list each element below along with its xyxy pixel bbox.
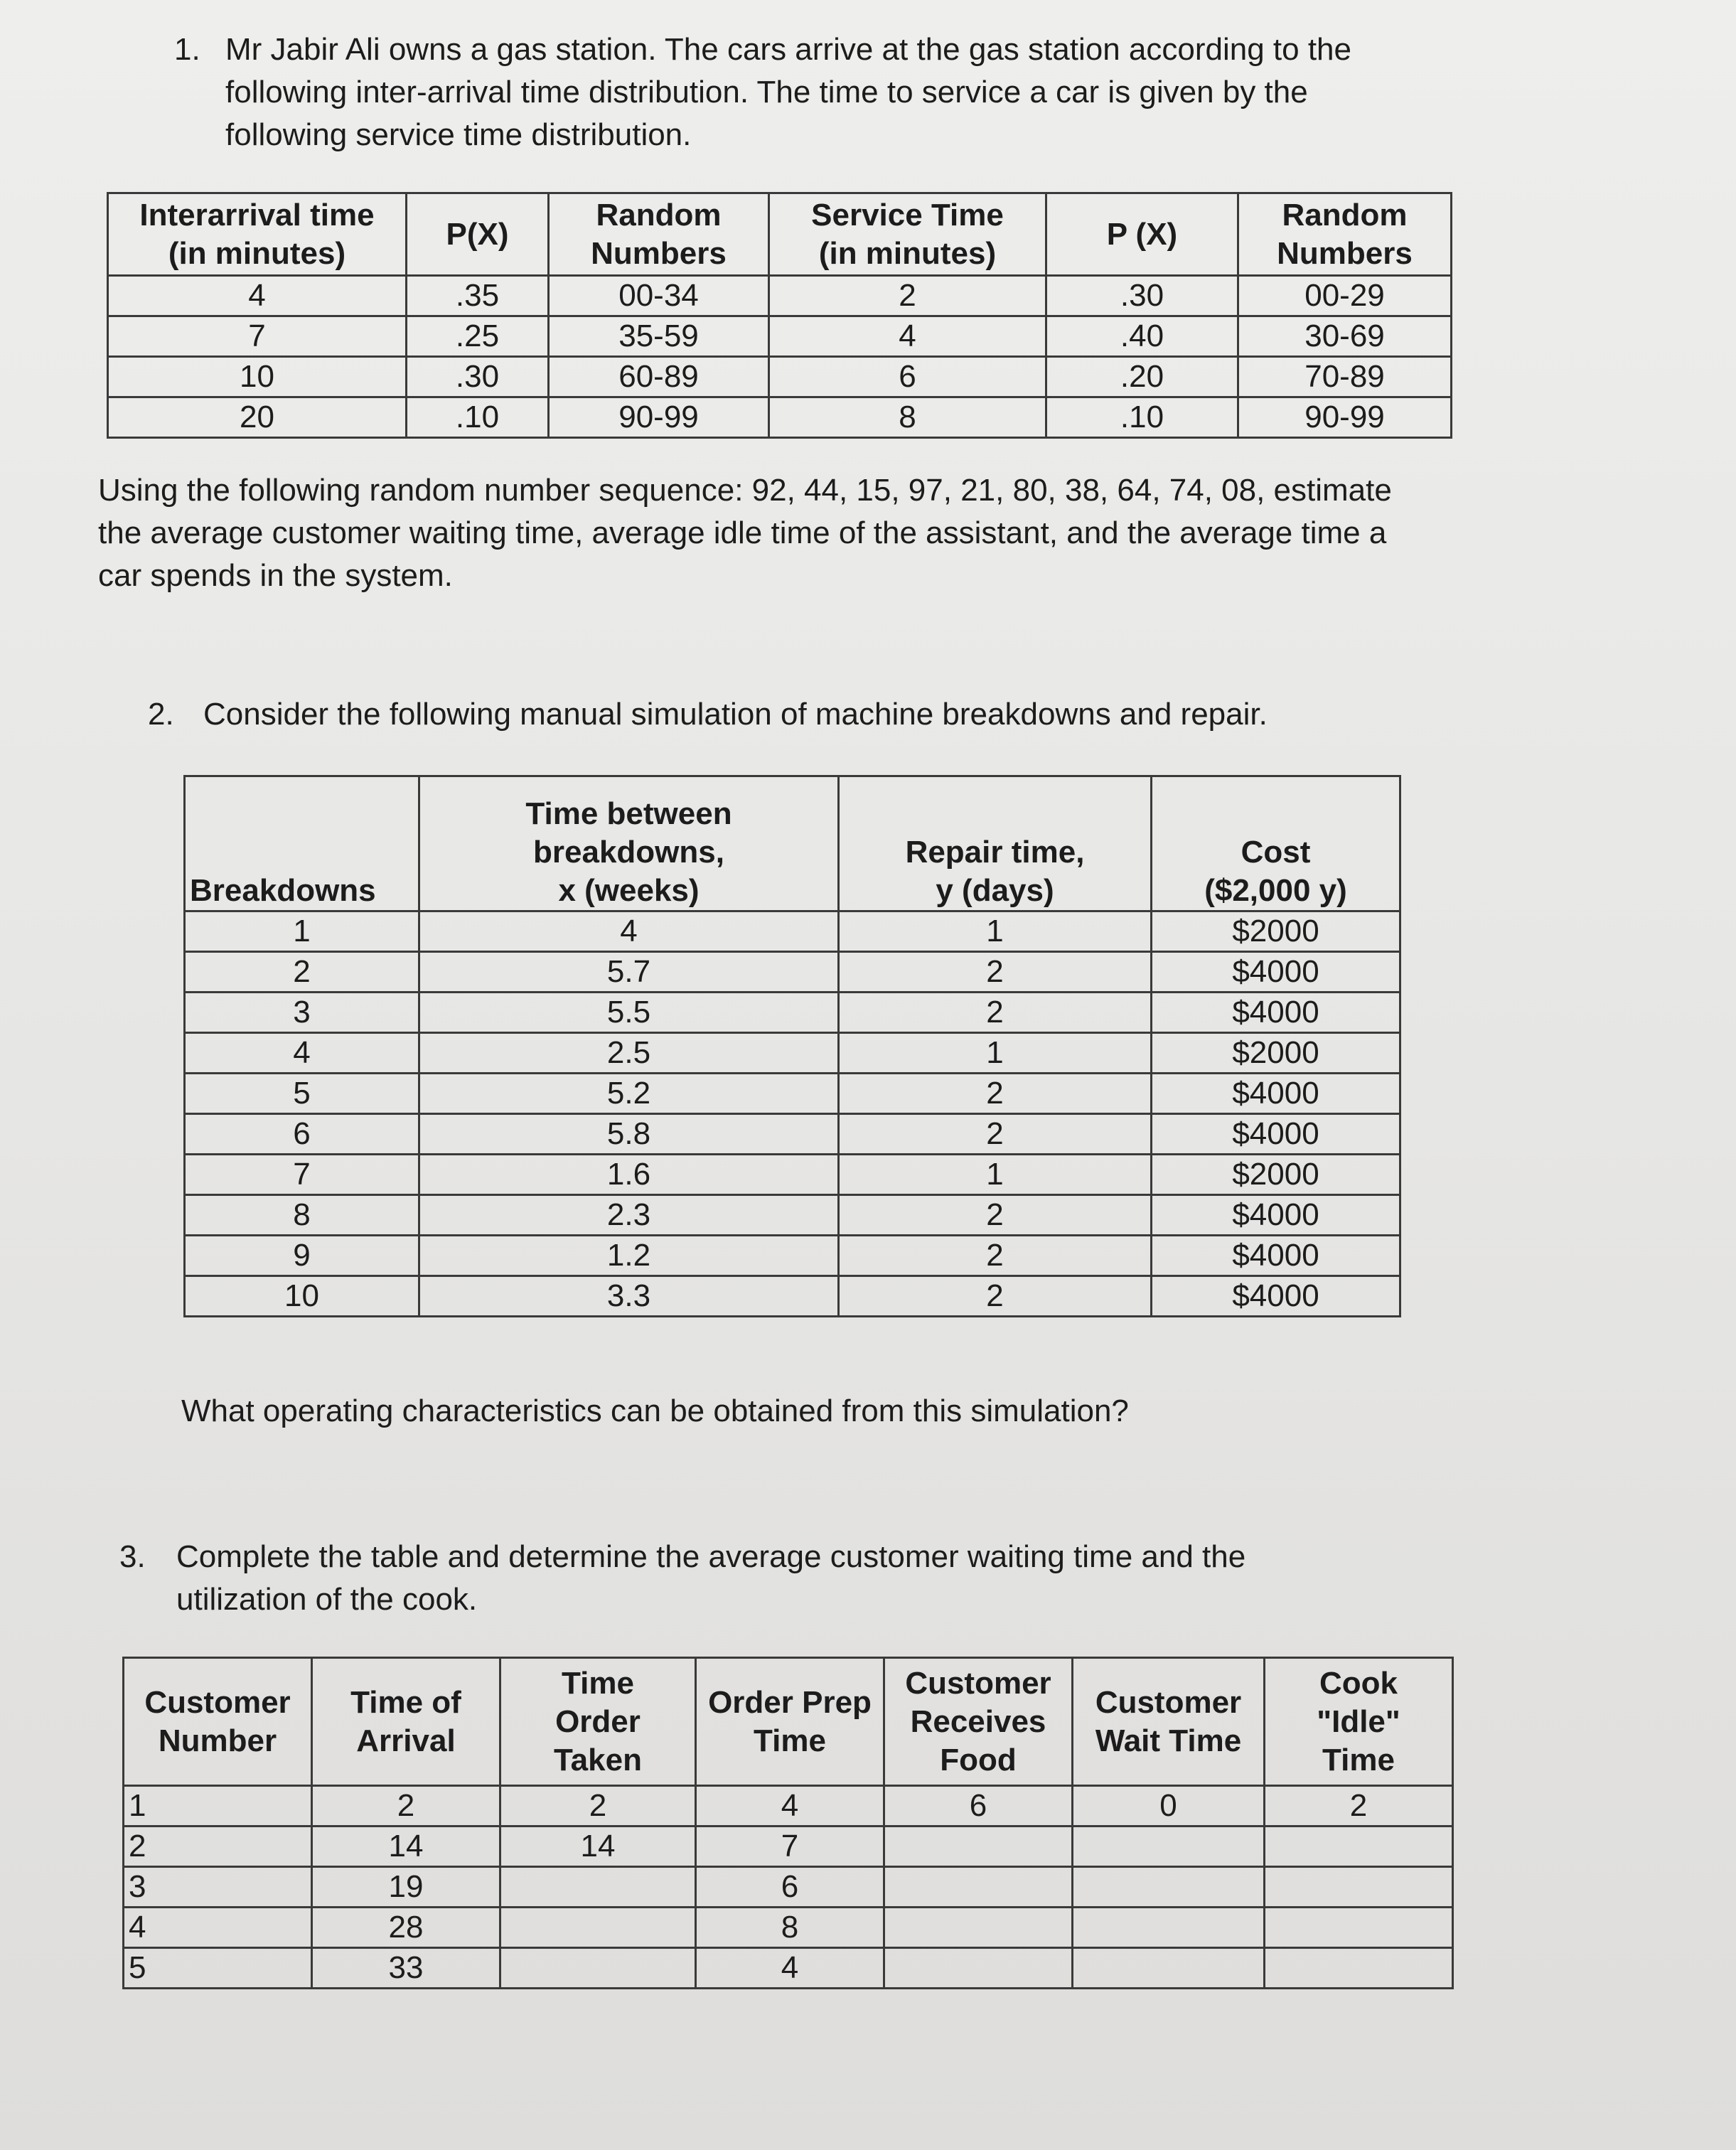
table-cell: 4 (124, 1908, 312, 1948)
table-cell: 1 (124, 1786, 312, 1827)
table-cell: $4000 (1152, 993, 1400, 1033)
table-cell: 2 (500, 1786, 696, 1827)
table-cell (1073, 1908, 1265, 1948)
header-random-numbers-service: Random Numbers (1238, 193, 1452, 276)
table-cell: $4000 (1152, 1114, 1400, 1155)
table-cell: 70-89 (1238, 357, 1452, 397)
table-cell (884, 1827, 1073, 1867)
table-cell: 14 (500, 1827, 696, 1867)
table-cell: 90-99 (549, 397, 769, 438)
question-2-text: Consider the following manual simulation of machine breakdowns and repair. (203, 697, 1268, 732)
table-cell: 14 (312, 1827, 500, 1867)
table-cell: 4 (769, 316, 1046, 357)
header-customer-receives-food: Customer Receives Food (884, 1658, 1073, 1786)
table-cell (500, 1948, 696, 1989)
table-row (185, 1276, 1400, 1317)
header-px: P(X) (407, 193, 549, 276)
table-cell: 7 (696, 1827, 884, 1867)
table-cell: 2 (839, 1195, 1152, 1236)
question-2 (148, 693, 1641, 736)
table-cell: 4 (696, 1786, 884, 1827)
question-1-number: 1. (174, 32, 200, 67)
table-row (124, 1948, 1453, 1989)
table-cell (884, 1908, 1073, 1948)
table-cell: 0 (1073, 1786, 1265, 1827)
table-cell: 5 (124, 1948, 312, 1989)
question-1 (174, 28, 1596, 156)
table-cell: $4000 (1152, 1074, 1400, 1114)
table-cell (1073, 1827, 1265, 1867)
header-interarrival-time: Interarrival time (in minutes) (108, 193, 407, 276)
table-cell: 7 (185, 1155, 419, 1195)
question-2-followup: What operating characteristics can be obtained from this simulation? (181, 1394, 1129, 1428)
table-cell: 6 (884, 1786, 1073, 1827)
table-cell: 7 (108, 316, 407, 357)
table-cell (1265, 1867, 1453, 1908)
header-cost: Cost ($2,000 y) (1152, 776, 1400, 911)
table-cell: 20 (108, 397, 407, 438)
table-row (108, 357, 1452, 397)
table-cell: 4 (185, 1033, 419, 1074)
table-cell: 4 (696, 1948, 884, 1989)
table-cell: $2000 (1152, 1033, 1400, 1074)
table-cell: .35 (407, 276, 549, 316)
table-cell: 2.5 (419, 1033, 839, 1074)
table-row (108, 316, 1452, 357)
table-cell: 9 (185, 1236, 419, 1276)
table-cell (1073, 1948, 1265, 1989)
table-cell (884, 1948, 1073, 1989)
question-1-line: following service time distribution. (225, 117, 692, 152)
table-cell: 3 (185, 993, 419, 1033)
question-3 (119, 1536, 1612, 1628)
header-random-numbers: Random Numbers (549, 193, 769, 276)
q3-customer-table (122, 1657, 1454, 1989)
question-3-number: 3. (119, 1539, 146, 1574)
table-cell: 2.3 (419, 1195, 839, 1236)
table-row (124, 1786, 1453, 1827)
header-repair-time: Repair time, y (days) (839, 776, 1152, 911)
table-cell: $4000 (1152, 1276, 1400, 1317)
table-cell: 2 (839, 1114, 1152, 1155)
table-cell (500, 1908, 696, 1948)
table-cell: .25 (407, 316, 549, 357)
header-time-of-arrival: Time of Arrival (312, 1658, 500, 1786)
table-cell (1073, 1867, 1265, 1908)
table-cell: .30 (1046, 276, 1238, 316)
header-customer-number: Customer Number (124, 1658, 312, 1786)
table-cell: 35-59 (549, 316, 769, 357)
table-cell: 5 (185, 1074, 419, 1114)
table-cell (1265, 1908, 1453, 1948)
table-row (185, 993, 1400, 1033)
header-px-service: P (X) (1046, 193, 1238, 276)
question-1-line: following inter-arrival time distribution. The time to service a car is given by the (225, 75, 1308, 109)
table-row (124, 1867, 1453, 1908)
header-order-prep-time: Order Prep Time (696, 1658, 884, 1786)
table-cell: 2 (839, 952, 1152, 993)
table-row (124, 1827, 1453, 1867)
table-cell: 10 (108, 357, 407, 397)
table-cell: $4000 (1152, 952, 1400, 993)
table-row (108, 276, 1452, 316)
question-1-instruction-line: the average customer waiting time, average idle time of the assistant, and the average time a (98, 515, 1387, 550)
question-3-line: utilization of the cook. (176, 1582, 478, 1617)
table-cell: 5.8 (419, 1114, 839, 1155)
table-row (124, 1908, 1453, 1948)
table-cell: 19 (312, 1867, 500, 1908)
table-cell (1265, 1948, 1453, 1989)
table-cell: $4000 (1152, 1236, 1400, 1276)
table-cell: 8 (185, 1195, 419, 1236)
table-cell: 4 (419, 911, 839, 952)
table-cell: 2 (769, 276, 1046, 316)
table-cell: 6 (696, 1867, 884, 1908)
table-row (108, 397, 1452, 438)
table-cell: 5.5 (419, 993, 839, 1033)
table-cell: 60-89 (549, 357, 769, 397)
table-row (185, 1033, 1400, 1074)
question-1-instructions (98, 469, 1662, 597)
table-row (185, 1114, 1400, 1155)
table-cell: 1 (185, 911, 419, 952)
header-breakdowns: Breakdowns (185, 776, 419, 911)
table-cell: 3 (124, 1867, 312, 1908)
table-cell (884, 1867, 1073, 1908)
table-cell: 5.2 (419, 1074, 839, 1114)
table-cell: 2 (124, 1827, 312, 1867)
question-3-text (176, 1536, 1245, 1621)
table-cell: 1 (839, 911, 1152, 952)
header-cook-idle-time: Cook "Idle" Time (1265, 1658, 1453, 1786)
table-cell: 8 (696, 1908, 884, 1948)
table-cell: 00-29 (1238, 276, 1452, 316)
question-2-number: 2. (148, 697, 174, 732)
table-row (185, 911, 1400, 952)
table-row (185, 1195, 1400, 1236)
table-cell: 2 (839, 1276, 1152, 1317)
q1-distribution-table (107, 192, 1452, 439)
table-cell: $2000 (1152, 911, 1400, 952)
table-cell: 8 (769, 397, 1046, 438)
table-cell: 10 (185, 1276, 419, 1317)
table-cell: .20 (1046, 357, 1238, 397)
table-row (185, 1074, 1400, 1114)
header-time-between-breakdowns: Time between breakdowns, x (weeks) (419, 776, 839, 911)
table-row (185, 1236, 1400, 1276)
table-cell: 1.6 (419, 1155, 839, 1195)
table-row (185, 952, 1400, 993)
table-cell: $2000 (1152, 1155, 1400, 1195)
table-row (185, 1155, 1400, 1195)
table-cell: 2 (839, 1236, 1152, 1276)
table-cell: 00-34 (549, 276, 769, 316)
table-cell: .40 (1046, 316, 1238, 357)
question-3-line: Complete the table and determine the average customer waiting time and the (176, 1539, 1246, 1574)
table-cell: 2 (1265, 1786, 1453, 1827)
table-cell: 2 (185, 952, 419, 993)
table-cell: $4000 (1152, 1195, 1400, 1236)
table-cell: 28 (312, 1908, 500, 1948)
table-cell: .10 (407, 397, 549, 438)
header-customer-wait-time: Customer Wait Time (1073, 1658, 1265, 1786)
table-cell: .10 (1046, 397, 1238, 438)
table-cell: 2 (839, 993, 1152, 1033)
table-cell: 5.7 (419, 952, 839, 993)
table-cell (1265, 1827, 1453, 1867)
table-cell: 6 (185, 1114, 419, 1155)
table-cell: 3.3 (419, 1276, 839, 1317)
table-cell: 33 (312, 1948, 500, 1989)
table-cell: 4 (108, 276, 407, 316)
question-1-instruction-line: Using the following random number sequence: 92, 44, 15, 97, 21, 80, 38, 64, 74, 08, estimate (98, 473, 1392, 508)
table-cell: 2 (312, 1786, 500, 1827)
table-cell: 6 (769, 357, 1046, 397)
table-cell (500, 1867, 696, 1908)
table-cell: 30-69 (1238, 316, 1452, 357)
question-1-instruction-line: car spends in the system. (98, 558, 453, 593)
table-cell: 90-99 (1238, 397, 1452, 438)
table-cell: 1 (839, 1155, 1152, 1195)
table-cell: .30 (407, 357, 549, 397)
table-cell: 1 (839, 1033, 1152, 1074)
header-service-time: Service Time (in minutes) (769, 193, 1046, 276)
table-cell: 1.2 (419, 1236, 839, 1276)
header-time-order-taken: Time Order Taken (500, 1658, 696, 1786)
q2-breakdowns-table (183, 775, 1401, 1317)
question-1-text (225, 28, 1351, 156)
question-1-line: Mr Jabir Ali owns a gas station. The cars arrive at the gas station according to the (225, 32, 1351, 67)
table-cell: 2 (839, 1074, 1152, 1114)
